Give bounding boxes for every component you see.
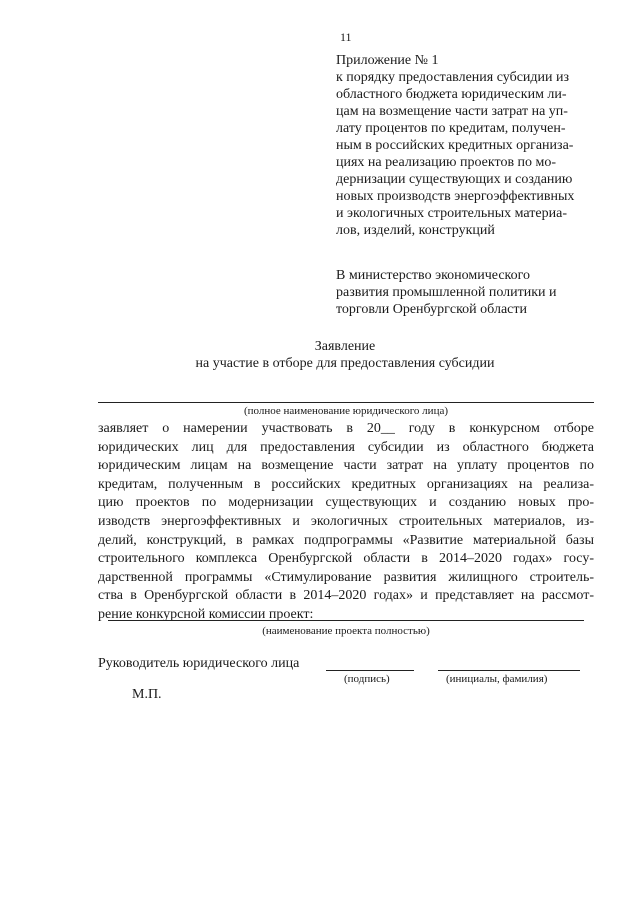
appendix-line: лов, изделий, конструкций xyxy=(336,223,495,238)
body-line: юридических лиц для предоставления субсидии из областного бюджета xyxy=(98,439,594,455)
signature-line xyxy=(326,670,414,671)
project-name-caption: (наименование проекта полностью) xyxy=(262,625,430,637)
appendix-line: дернизации существующих и созданию xyxy=(336,172,573,187)
recipient-line: торговли Оренбургской области xyxy=(336,302,527,317)
document-subtitle: на участие в отборе для предоставления субсидии xyxy=(195,356,495,371)
body-line: цию проектов по модернизации существующих и созданию новых про- xyxy=(98,495,594,511)
appendix-line: и экологичных строительных материа- xyxy=(336,206,567,221)
body-line: юридическим лицам на возмещение части затрат на уплату процентов по xyxy=(98,458,594,474)
name-caption: (инициалы, фамилия) xyxy=(446,673,548,685)
recipient-line: развития промышленной политики и xyxy=(336,285,557,300)
body-line: заявляет о намерении участвовать в 20__ году в конкурсном отборе xyxy=(98,421,594,436)
page-number: 11 xyxy=(340,30,352,44)
org-name-line xyxy=(98,402,594,403)
body-line: дарственной программы «Стимулирование развития жилищного строитель- xyxy=(98,569,594,585)
appendix-line: циях на реализацию проектов по мо- xyxy=(336,155,557,170)
body-line: ства в Оренбургской области в 2014–2020 годах» и представляет на рассмот- xyxy=(98,588,594,604)
appendix-line: ным в российских кредитных организа- xyxy=(336,138,574,153)
appendix-line: областного бюджета юридическим ли- xyxy=(336,87,567,102)
signatory-label: Руководитель юридического лица xyxy=(98,656,300,671)
body-line: делий, конструкций, в рамках подпрограммы «Развитие материальной базы xyxy=(98,532,594,548)
application-body xyxy=(98,420,594,625)
name-line xyxy=(438,670,580,671)
body-line: рение конкурсной комиссии проект: xyxy=(98,606,314,622)
appendix-line: цам на возмещение части затрат на уп- xyxy=(336,104,568,119)
signature-caption: (подпись) xyxy=(344,673,390,685)
appendix-line: новых производств энергоэффективных xyxy=(336,189,575,204)
project-name-line xyxy=(108,620,584,621)
document-title: Заявление xyxy=(314,339,376,354)
stamp-label: М.П. xyxy=(132,687,162,702)
org-name-caption: (полное наименование юридического лица) xyxy=(243,405,448,417)
recipient-block xyxy=(336,267,596,318)
appendix-line: Приложение № 1 xyxy=(336,53,439,68)
appendix-line: к порядку предоставления субсидии из xyxy=(336,70,570,85)
body-line: кредитам, полученным в российских кредитных организациях на реализа- xyxy=(98,476,594,492)
appendix-line: лату процентов по кредитам, получен- xyxy=(336,121,566,136)
appendix-header xyxy=(336,52,596,239)
body-line: строительного комплекса Оренбургской области в 2014–2020 годах» госу- xyxy=(98,551,594,567)
body-line: изводств энергоэффективных и экологичных строительных материалов, из- xyxy=(98,513,594,529)
recipient-line: В министерство экономического xyxy=(336,268,531,283)
